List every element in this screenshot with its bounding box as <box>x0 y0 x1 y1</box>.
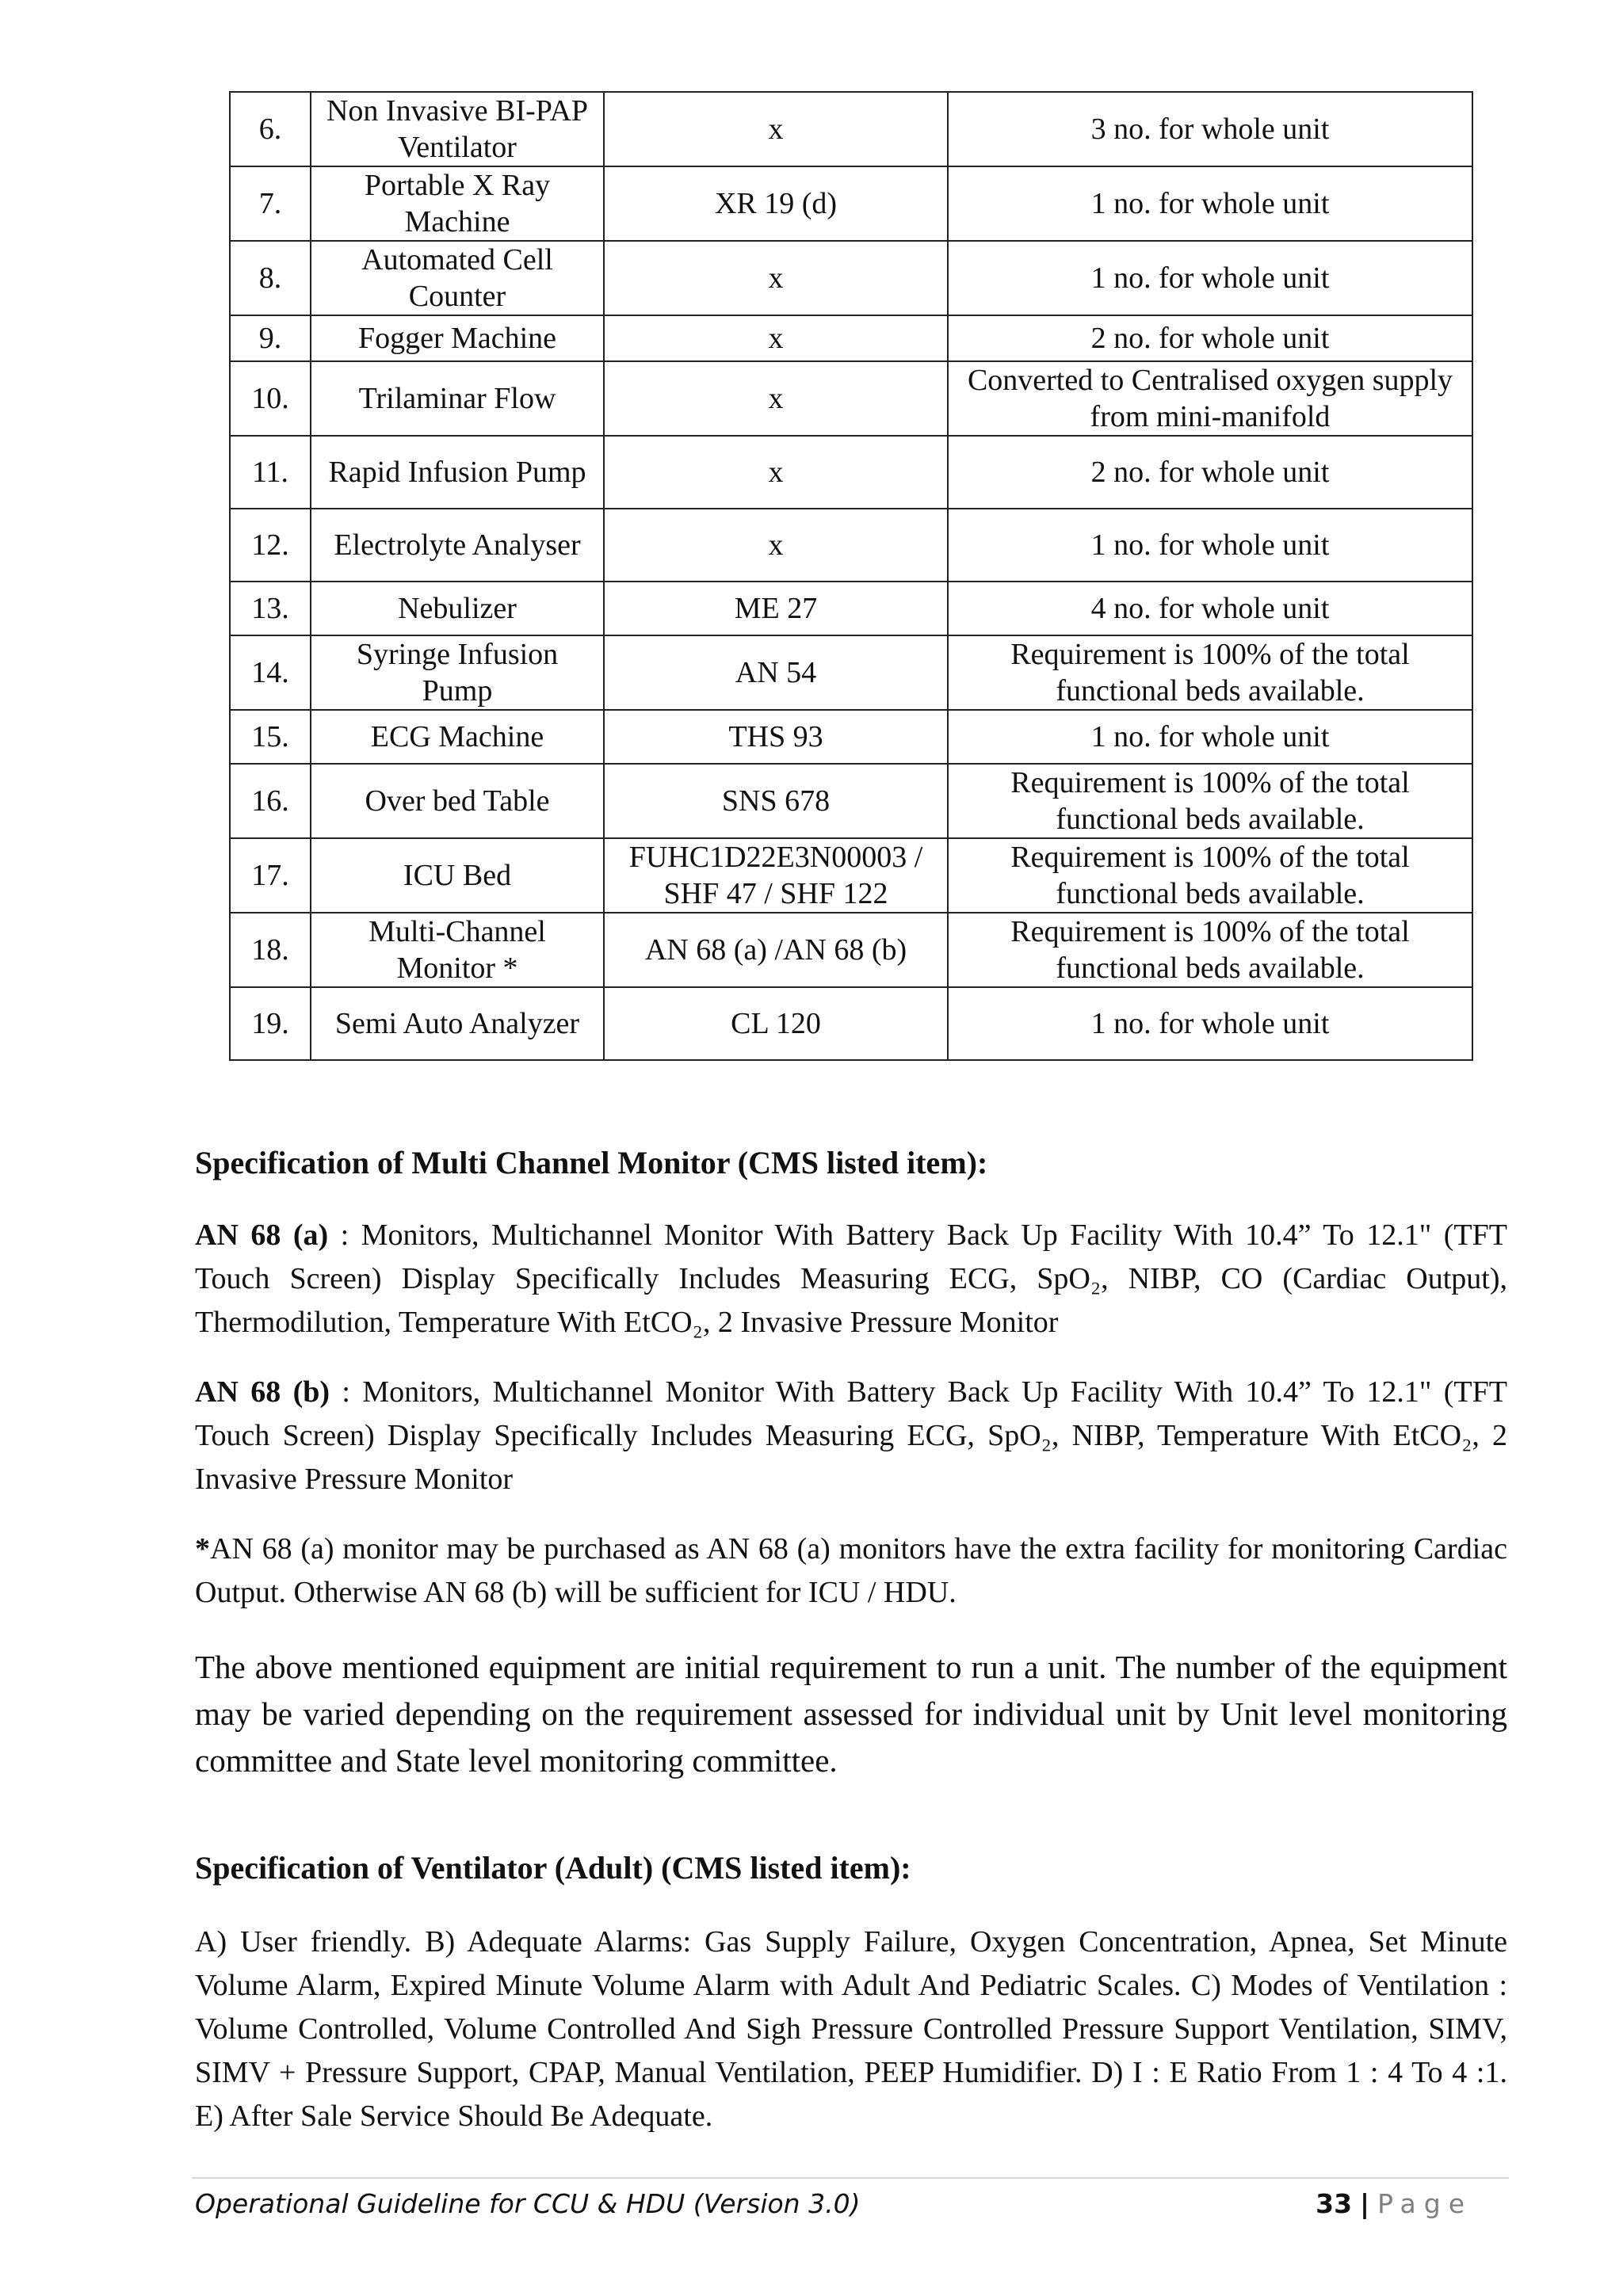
an68a-label: AN 68 (a) <box>195 1219 329 1252</box>
an68b-paragraph <box>195 1371 1507 1501</box>
table-row <box>230 361 1472 436</box>
footer-separator: | <box>1360 2188 1370 2219</box>
equipment-requirement: 1 no. for whole unit <box>948 241 1472 315</box>
equipment-code: AN 68 (a) /AN 68 (b) <box>604 913 948 987</box>
page-label: Page <box>1377 2188 1472 2219</box>
row-number: 8. <box>230 241 311 315</box>
equipment-code: ME 27 <box>604 582 948 635</box>
row-number: 14. <box>230 635 311 710</box>
equipment-name: Syringe Infusion Pump <box>311 635 604 710</box>
note-star: * <box>195 1532 210 1566</box>
table-row <box>230 838 1472 913</box>
equipment-requirement: 2 no. for whole unit <box>948 436 1472 509</box>
equipment-requirement: 1 no. for whole unit <box>948 509 1472 582</box>
row-number: 12. <box>230 509 311 582</box>
page-number: 33 <box>1316 2188 1353 2219</box>
equipment-requirement: 1 no. for whole unit <box>948 710 1472 764</box>
equipment-code: CL 120 <box>604 987 948 1060</box>
table-row <box>230 166 1472 241</box>
row-number: 9. <box>230 315 311 361</box>
equipment-requirement: 4 no. for whole unit <box>948 582 1472 635</box>
equipment-requirement: 1 no. for whole unit <box>948 987 1472 1060</box>
an68b-text: : Monitors, Multichannel Monitor With Battery Back Up Facility With 10.4” To 12.1" (TFT Touch Screen) Display Specifically Includes Measuring ECG, SpO₂, NIBP, Temperature With EtCO₂, 2 Invasive Pressure Monitor <box>195 1375 1507 1496</box>
ventilator-spec-text: A) User friendly. B) Adequate Alarms: Gas Supply Failure, Oxygen Concentration, Apnea, Set Minute Volume Alarm, Expired Minute Volume Alarm with Adult And Pediatric Scales. C) Modes of Ventilation : Volume Controlled, Volume Controlled And Sigh Pressure Controlled Pressure Support Ventilation, SIMV, SIMV + Pressure Support, CPAP, Manual Ventilation, PEEP Humidifier. D) I : E Ratio From 1 : 4 To 4 :1. E) After Sale Service Should Be Adequate. <box>195 1925 1507 2133</box>
table-row <box>230 92 1472 166</box>
equipment-name: Electrolyte Analyser <box>311 509 604 582</box>
footer-title: Operational Guideline for CCU & HDU (Version 3.0) <box>195 2188 861 2219</box>
equipment-name: Automated Cell Counter <box>311 241 604 315</box>
row-number: 13. <box>230 582 311 635</box>
an68a-text: : Monitors, Multichannel Monitor With Battery Back Up Facility With 10.4” To 12.1" (TFT Touch Screen) Display Specifically Includes Measuring ECG, SpO₂, NIBP, CO (Cardiac Output), Thermodilution, Temperature With EtCO₂, 2 Invasive Pressure Monitor <box>195 1219 1507 1339</box>
equipment-name: Trilaminar Flow <box>311 361 604 436</box>
table-row <box>230 315 1472 361</box>
equipment-name: Non Invasive BI-PAP Ventilator <box>311 92 604 166</box>
row-number: 10. <box>230 361 311 436</box>
table-row <box>230 509 1472 582</box>
equipment-table <box>229 91 1473 1061</box>
row-number: 17. <box>230 838 311 913</box>
general-note: The above mentioned equipment are initial requirement to run a unit. The number of the equipment may be varied depending on the requirement assessed for individual unit by Unit level monitoring committee and State level monitoring committee. <box>195 1649 1507 1779</box>
row-number: 7. <box>230 166 311 241</box>
table-row <box>230 436 1472 509</box>
table-row <box>230 764 1472 838</box>
equipment-code: THS 93 <box>604 710 948 764</box>
equipment-name: Semi Auto Analyzer <box>311 987 604 1060</box>
row-number: 19. <box>230 987 311 1060</box>
equipment-requirement: 2 no. for whole unit <box>948 315 1472 361</box>
row-number: 18. <box>230 913 311 987</box>
table-row <box>230 582 1472 635</box>
row-number: 11. <box>230 436 311 509</box>
equipment-requirement: Requirement is 100% of the total functional beds available. <box>948 838 1472 913</box>
table-row <box>230 710 1472 764</box>
equipment-code: XR 19 (d) <box>604 166 948 241</box>
page-footer-number <box>1316 2187 1472 2222</box>
equipment-requirement: 1 no. for whole unit <box>948 166 1472 241</box>
an68a-paragraph <box>195 1214 1507 1344</box>
equipment-requirement: Requirement is 100% of the total functional beds available. <box>948 635 1472 710</box>
equipment-code: FUHC1D22E3N00003 / SHF 47 / SHF 122 <box>604 838 948 913</box>
equipment-name: Rapid Infusion Pump <box>311 436 604 509</box>
equipment-code: SNS 678 <box>604 764 948 838</box>
table-row <box>230 241 1472 315</box>
row-number: 16. <box>230 764 311 838</box>
table-row <box>230 635 1472 710</box>
equipment-name: ICU Bed <box>311 838 604 913</box>
note-text: AN 68 (a) monitor may be purchased as AN 68 (a) monitors have the extra facility for monitoring Cardiac Output. Otherwise AN 68 (b) will be sufficient for ICU / HDU. <box>195 1532 1507 1609</box>
equipment-code: AN 54 <box>604 635 948 710</box>
monitor-spec-heading: Specification of Multi Channel Monitor (CMS listed item): <box>195 1145 988 1180</box>
an68b-label: AN 68 (b) <box>195 1375 330 1409</box>
equipment-name: Multi-Channel Monitor * <box>311 913 604 987</box>
footer-divider <box>192 2177 1509 2179</box>
equipment-code: x <box>604 241 948 315</box>
row-number: 15. <box>230 710 311 764</box>
table-row <box>230 913 1472 987</box>
equipment-code: x <box>604 436 948 509</box>
equipment-code: x <box>604 92 948 166</box>
table-row <box>230 987 1472 1060</box>
equipment-requirement: Converted to Centralised oxygen supply from mini-manifold <box>948 361 1472 436</box>
equipment-code: x <box>604 361 948 436</box>
equipment-requirement: Requirement is 100% of the total functional beds available. <box>948 764 1472 838</box>
equipment-requirement: 3 no. for whole unit <box>948 92 1472 166</box>
equipment-name: Portable X Ray Machine <box>311 166 604 241</box>
equipment-name: ECG Machine <box>311 710 604 764</box>
monitor-note <box>195 1527 1507 1615</box>
equipment-code: x <box>604 509 948 582</box>
ventilator-spec-heading: Specification of Ventilator (Adult) (CMS listed item): <box>195 1850 911 1886</box>
equipment-requirement: Requirement is 100% of the total functional beds available. <box>948 913 1472 987</box>
equipment-name: Over bed Table <box>311 764 604 838</box>
row-number: 6. <box>230 92 311 166</box>
equipment-name: Fogger Machine <box>311 315 604 361</box>
equipment-code: x <box>604 315 948 361</box>
equipment-name: Nebulizer <box>311 582 604 635</box>
